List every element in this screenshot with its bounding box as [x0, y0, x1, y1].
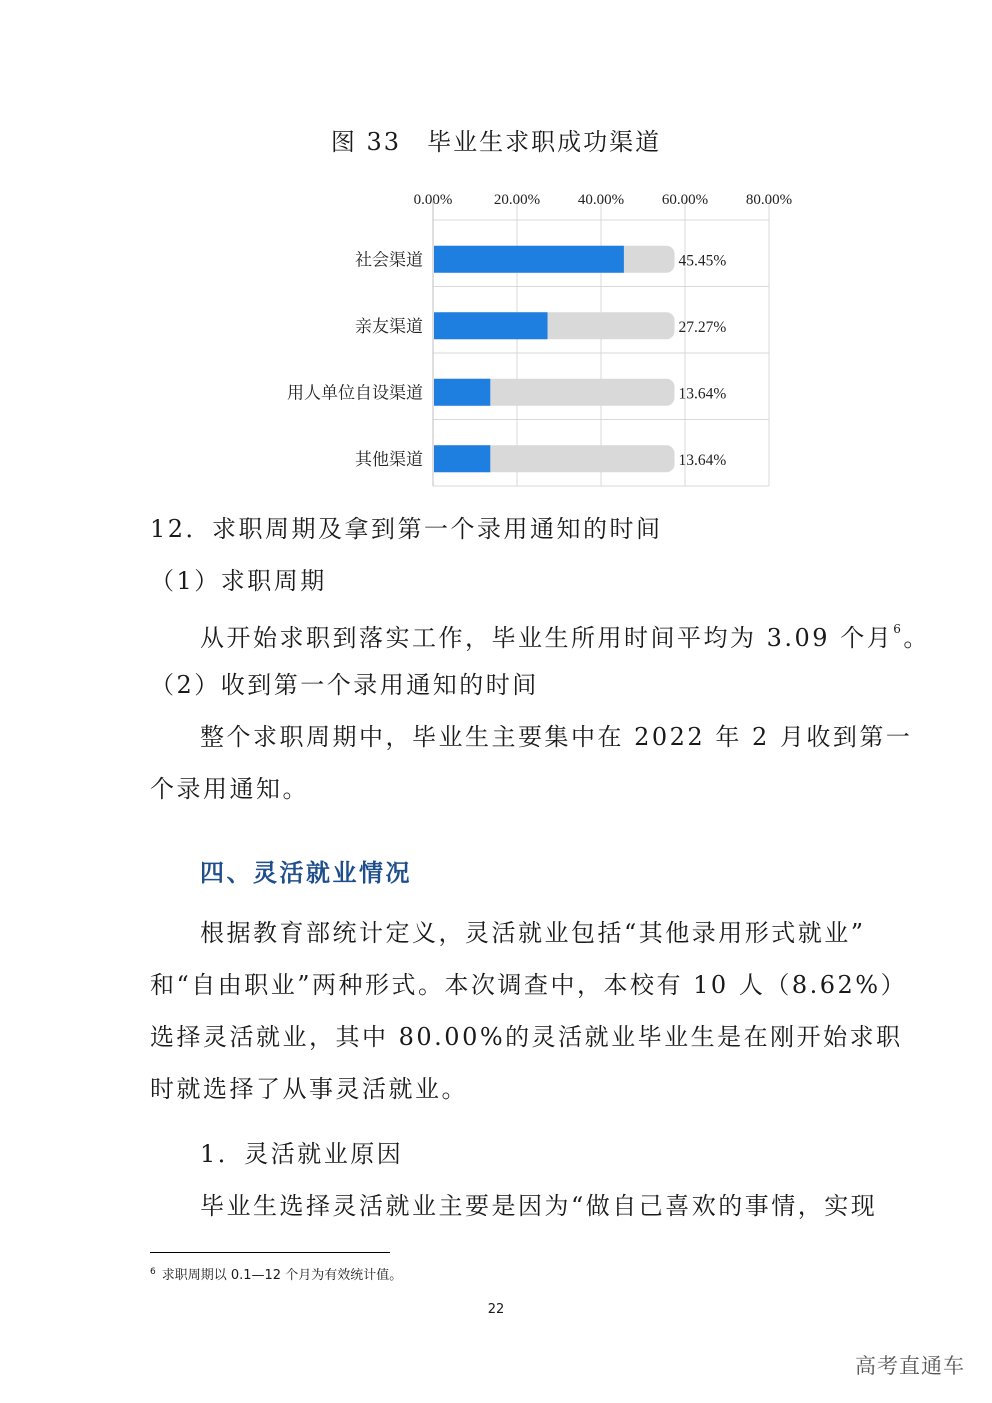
- footnote-mark: 6: [150, 1266, 156, 1277]
- bar: [434, 379, 490, 406]
- section-4-1-line-1: 毕业生选择灵活就业主要是因为“做自己喜欢的事情，实现: [200, 1192, 878, 1220]
- category-label: 用人单位自设渠道: [287, 383, 423, 403]
- x-tick-label: 40.00%: [577, 192, 625, 208]
- section-12-2-line-1: 整个求职周期中，毕业生主要集中在 2022 年 2 月收到第一: [200, 723, 913, 751]
- bar: [434, 445, 490, 472]
- footnote-text: 求职周期以 0.1—12 个月为有效统计值。: [161, 1268, 403, 1283]
- category-label: 其他渠道: [355, 449, 423, 469]
- section-12-2-heading: （2）收到第一个录用通知的时间: [150, 671, 539, 699]
- section-4-line-2: 和“自由职业”两种形式。本次调查中，本校有 10 人（8.62%）: [150, 971, 908, 999]
- watermark: 高考直通车: [855, 1354, 965, 1378]
- x-tick-label: 60.00%: [661, 192, 709, 208]
- section-12-1-body: 从开始求职到落实工作，毕业生所用时间平均为 3.09 个月: [200, 624, 894, 652]
- footnote-divider: [150, 1252, 390, 1253]
- section-12-1-heading: （1）求职周期: [150, 567, 327, 595]
- footnote: [150, 1264, 402, 1283]
- data-label: 13.64%: [678, 451, 727, 469]
- data-label: 27.27%: [678, 318, 727, 336]
- data-label: 45.45%: [678, 252, 727, 270]
- category-label: 社会渠道: [355, 250, 423, 270]
- category-label: 亲友渠道: [355, 316, 423, 336]
- section-4-heading: 四、灵活就业情况: [200, 858, 412, 887]
- x-tick-label: 20.00%: [493, 192, 541, 208]
- x-tick-label: 80.00%: [745, 192, 793, 208]
- page-number: 22: [487, 1302, 505, 1317]
- data-label: 13.64%: [678, 385, 727, 403]
- x-tick-label: 0.00%: [413, 192, 453, 208]
- section-12-heading: 12．求职周期及拿到第一个录用通知的时间: [150, 515, 663, 543]
- bar: [434, 312, 548, 339]
- section-4-1-heading: 1．灵活就业原因: [200, 1140, 404, 1168]
- section-12-1-end: 。: [903, 624, 930, 652]
- bar: [434, 246, 624, 273]
- footnote-ref[interactable]: 6: [893, 622, 904, 636]
- figure-title: 图 33 毕业生求职成功渠道: [330, 128, 662, 156]
- section-4-line-1: 根据教育部统计定义，灵活就业包括“其他录用形式就业”: [200, 919, 866, 947]
- section-12-2-line-2: 个录用通知。: [150, 775, 309, 803]
- section-4-line-4: 时就选择了从事灵活就业。: [150, 1075, 468, 1103]
- bar-chart: [250, 180, 810, 500]
- section-4-line-3: 选择灵活就业，其中 80.00%的灵活就业毕业生是在刚开始求职: [150, 1023, 903, 1051]
- section-12-1-text: [200, 607, 930, 664]
